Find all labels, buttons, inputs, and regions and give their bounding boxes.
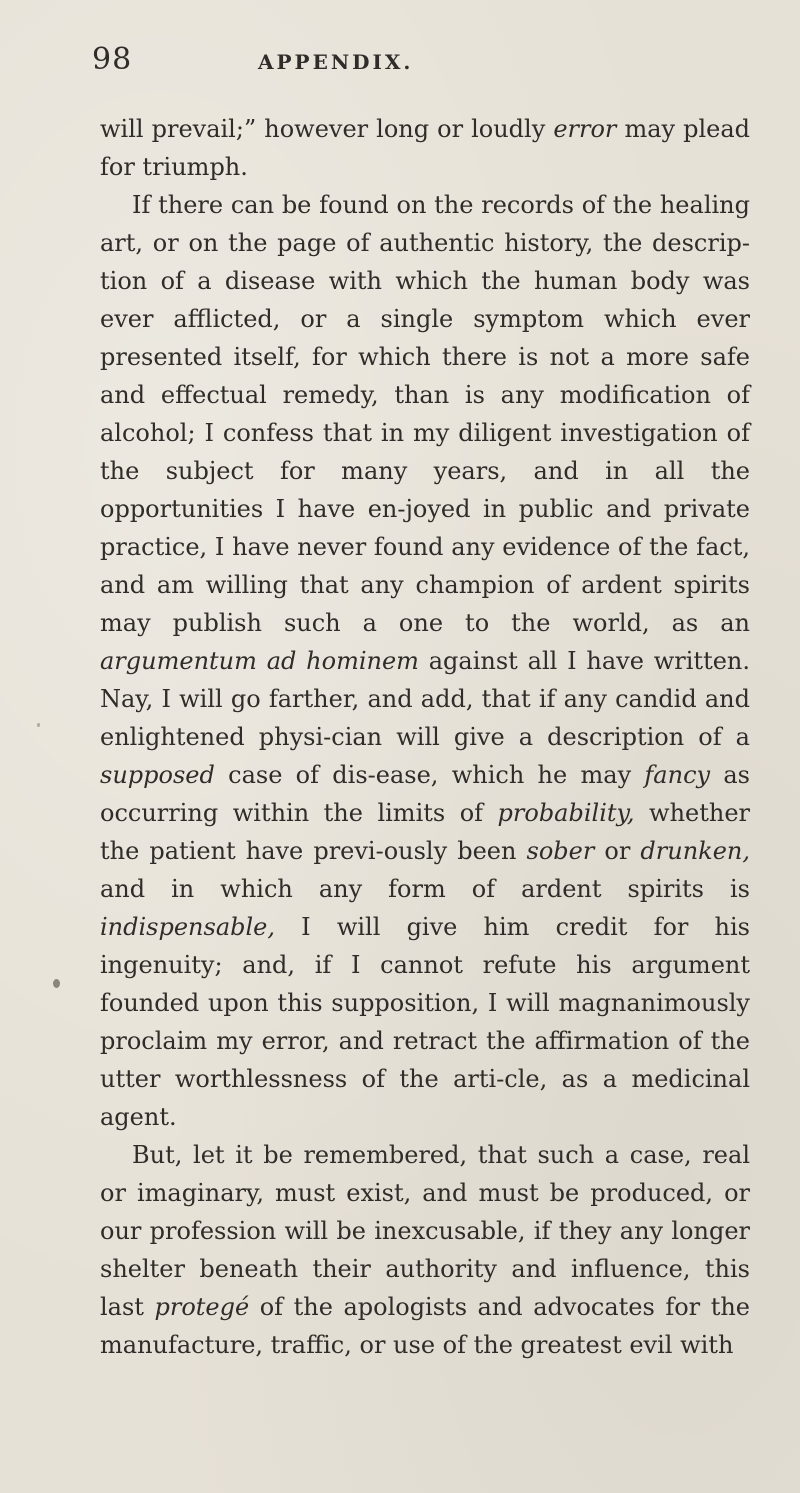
italic-text: indispensable, [100, 913, 276, 941]
italic-text: drunken, [640, 837, 750, 865]
italic-text: probability, [497, 799, 635, 827]
italic-text: protegé [154, 1293, 250, 1321]
italic-text: argumentum ad hominem [100, 647, 419, 675]
text-segment: or [594, 837, 641, 865]
text-segment: may plead for triumph. [100, 115, 751, 181]
italic-text: supposed [100, 761, 215, 789]
text-segment: will prevail;” however long or loudly [100, 115, 554, 143]
ink-spot [53, 979, 60, 988]
text-segment: case of dis-ease, which he may [214, 761, 645, 789]
text-segment: and in which any form of ardent spirits is [100, 875, 750, 903]
body-text [100, 110, 750, 1364]
italic-text: fancy [644, 761, 711, 789]
paragraph [100, 186, 750, 1136]
ink-spot [37, 723, 40, 727]
text-segment: against all I have written. Nay, I will go farther, and add, that if any candid and enlightened physi-cian will give a description of a [100, 647, 750, 751]
text-segment: I will give him credit for his ingenuity; and, if I cannot refute his argument founded upon this supposition, I will magnanimously proclaim my error, and retract the affirmation of the utter worthlessness of the arti-cle, as a medicinal agent. [100, 913, 750, 1131]
text-segment: as occurring within the limits of [100, 761, 750, 827]
text-segment: But, let it be remembered, that such a case, real or imaginary, must exist, and must be produced, or our profession will be inexcusable, if they any longer shelter beneath their authority and influence, this last [100, 1141, 750, 1321]
text-segment: of the apologists and advocates for the manufacture, traffic, or use of the greatest evil with [100, 1293, 750, 1359]
page-header [92, 42, 732, 82]
italic-text: sober [526, 837, 595, 865]
running-head: APPENDIX. [258, 50, 414, 74]
italic-text: error [553, 115, 617, 143]
paragraph [100, 110, 750, 186]
text-segment: If there can be found on the records of the healing art, or on the page of authentic history, the descrip-tion of a disease with which the human body was ever afflicted, or a single symptom which ever presented itself, for which there is not a more safe and effectual remedy, than is any modification of alcohol; I confess that in my diligent investigation of the subject for many years, and in all the opportunities I have en-joyed in public and private practice, I have never found any evidence of the fact, and am willing that any champion of ardent spirits may publish such a one to the world, as an [100, 191, 750, 637]
paragraph [100, 1136, 750, 1364]
page-number: 98 [92, 42, 133, 77]
text-segment: whether the patient have previ-ously been [100, 799, 751, 865]
